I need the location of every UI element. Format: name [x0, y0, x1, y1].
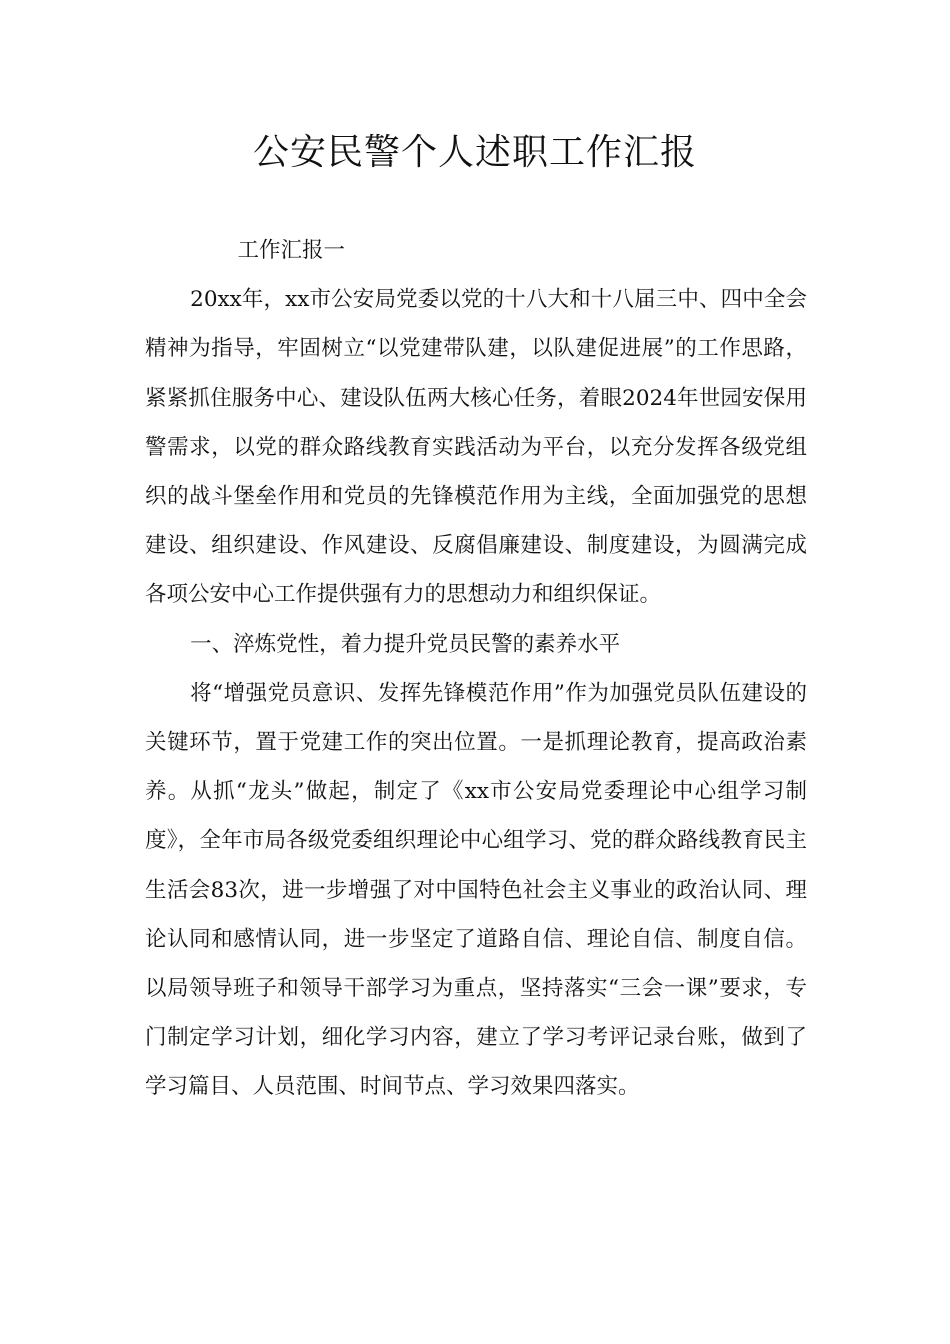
document-title: 公安民警个人述职工作汇报	[252, 132, 697, 173]
section-label: 工作汇报一	[237, 238, 345, 263]
body-paragraph: 20xx年，xx市公安局党委以党的十八大和十八届三中、四中全会精神为指导，牢固树立“以党建带队建，以队建促进展”的工作思路，紧紧抓住服务中心、建设队伍两大核心任务，着眼2024年世园安保用警需求，以党的群众路线教育实践活动为平台，以充分发挥各级党组织的战斗堡垒作用和党员的先锋模范作用为主线，全面加强党的思想建设、组织建设、作风建设、反腐倡廉建设、制度建设，为圆满完成各项公安中心工作提供强有力的思想动力和组织保证。	[145, 287, 808, 608]
body-paragraph: 将“增强党员意识、发挥先锋模范作用”作为加强党员队伍建设的关键环节，置于党建工作的突出位置。一是抓理论教育，提高政治素养。从抓“龙头”做起，制定了《xx市公安局党委理论中心组学习制度》，全年市局各级党委组织理论中心组学习、党的群众路线教育民主生活会83次，进一步增强了对中国特色社会主义事业的政治认同、理论认同和感情认同，进一步坚定了道路自信、理论自信、制度自信。以局领导班子和领导干部学习为重点，坚持落实“三会一课”要求，专门制定学习计划，细化学习内容，建立了学习考评记录台账，做到了学习篇目、人员范围、时间节点、学习效果四落实。	[145, 680, 807, 1100]
document-body	[145, 226, 807, 1112]
section-heading: 一、淬炼党性，着力提升党员民警的素养水平	[190, 631, 621, 657]
